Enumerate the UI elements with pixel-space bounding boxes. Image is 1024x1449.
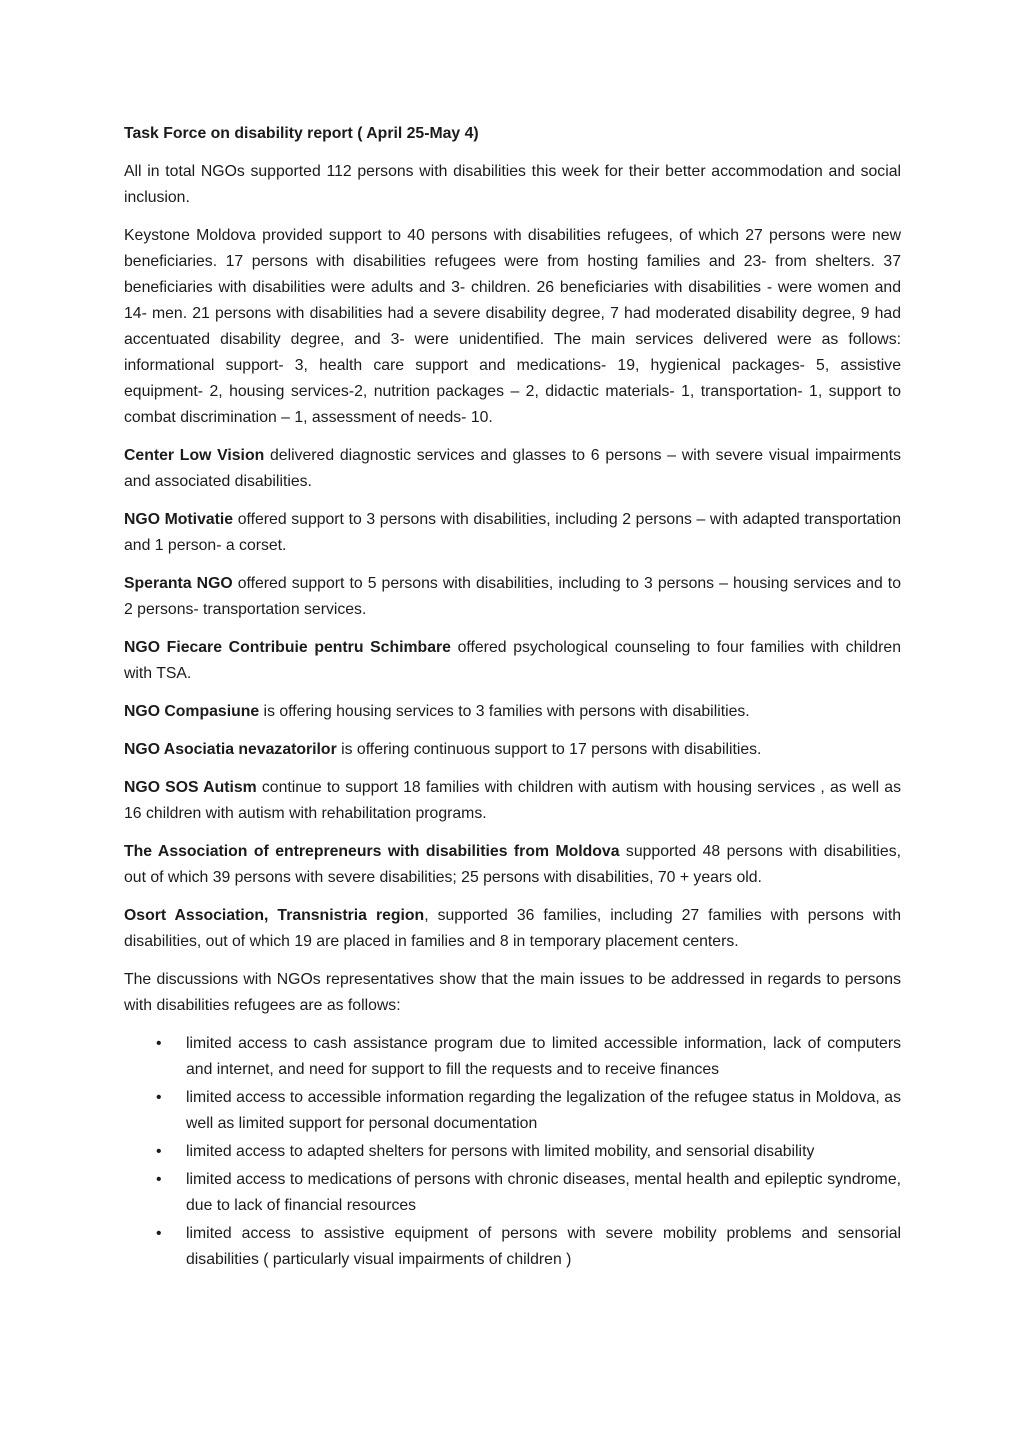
paragraph-ngo-sos-autism [124,775,901,827]
paragraph-text: is offering continuous support to 17 persons with disabilities. [336,741,762,758]
paragraph-lead-bold: Osort Association, Transnistria region [124,907,425,924]
paragraph-total-summary [124,159,901,211]
list-item-text: limited access to cash assistance program due to limited accessible information, lack of computers and internet, and need for support to fill the requests and to receive finances [186,1035,901,1078]
paragraph-lead-bold: NGO Motivatie [124,511,234,528]
paragraph-ngo-fiecare-contribuie [124,635,901,687]
paragraph-text: supported 48 persons with disabilities, out of which 39 persons with severe disabilities; 25 persons with disabilities, 70 + years old. [124,843,901,886]
list-item-medications [156,1167,901,1219]
paragraph-text: is offering housing services to 3 families with persons with disabilities. [259,703,750,720]
paragraph-ngo-asociatia-nevazatorilor [124,737,901,763]
paragraph-lead-bold: Center Low Vision [124,447,265,464]
issues-list [124,1031,901,1273]
list-item-accessible-information [156,1085,901,1137]
paragraph-ngo-motivatie [124,507,901,559]
paragraph-text: offered support to 3 persons with disabilities, including 2 persons – with adapted transportation and 1 person- a corset. [124,511,901,554]
paragraph-text: The discussions with NGOs representatives show that the main issues to be addressed in regards to persons with disabilities refugees are as follows: [124,971,901,1014]
list-item-text: limited access to adapted shelters for persons with limited mobility, and sensorial disability [186,1143,815,1160]
paragraph-text: offered psychological counseling to four families with children with TSA. [124,639,901,682]
bullet-icon: • [156,1143,162,1160]
paragraph-discussions-intro [124,967,901,1019]
paragraph-keystone-moldova [124,223,901,431]
paragraph-text: , supported 36 families, including 27 families with persons with disabilities, out of which 19 are placed in families and 8 in temporary placement centers. [124,907,901,950]
list-item-text: limited access to accessible information regarding the legalization of the refugee status in Moldova, as well as limited support for personal documentation [186,1089,901,1132]
paragraph-lead-bold: NGO Asociatia nevazatorilor [124,741,337,758]
document-title: Task Force on disability report ( April 25-May 4) [124,125,479,142]
paragraph-text: Keystone Moldova provided support to 40 persons with disabilities refugees, of which 27 persons were new beneficiaries. 17 persons with disabilities refugees were from hosting families and 23- from shelters. 37 beneficiaries with disabilities were adults and 3- children. 26 beneficiaries with disabilities - were women and 14- men. 21 persons with disabilities had a severe disability degree, 7 had moderated disability degree, 9 had accentuated disability degree, and 3- were unidentified. The main services delivered were as follows: informational support- 3, health care support and medications- 19, hygienical packages- 5, assistive equipment- 2, housing services-2, nutrition packages – 2, didactic materials- 1, transportation- 1, support to combat discrimination – 1, assessment of needs- 10. [124,227,901,426]
paragraph-lead-bold: Speranta NGO [124,575,233,592]
paragraph-lead-bold: NGO Compasiune [124,703,260,720]
list-item-assistive-equipment [156,1221,901,1273]
bullet-icon: • [156,1171,162,1188]
paragraph-text: delivered diagnostic services and glasses to 6 persons – with severe visual impairments and associated disabilities. [124,447,901,490]
list-item-text: limited access to medications of persons with chronic diseases, mental health and epileptic syndrome, due to lack of financial resources [186,1171,901,1214]
paragraph-text: All in total NGOs supported 112 persons with disabilities this week for their better accommodation and social inclusion. [124,163,901,206]
paragraph-text: continue to support 18 families with children with autism with housing services , as well as 16 children with autism with rehabilitation programs. [124,779,901,822]
paragraph-center-low-vision [124,443,901,495]
bullet-icon: • [156,1035,162,1052]
paragraph-speranta-ngo [124,571,901,623]
paragraph-lead-bold: NGO SOS Autism [124,779,257,796]
paragraph-text: offered support to 5 persons with disabilities, including to 3 persons – housing services and to 2 persons- transportation services. [124,575,901,618]
list-item-adapted-shelters [156,1139,901,1165]
list-item-cash-assistance [156,1031,901,1083]
paragraph-lead-bold: NGO Fiecare Contribuie pentru Schimbare [124,639,451,656]
paragraph-ngo-compasiune [124,699,901,725]
bullet-icon: • [156,1089,162,1106]
document-page [124,121,901,1275]
bullet-icon: • [156,1225,162,1242]
paragraph-association-entrepreneurs [124,839,901,891]
paragraph-osort-association [124,903,901,955]
list-item-text: limited access to assistive equipment of persons with severe mobility problems and sensorial disabilities ( particularly visual impairments of children ) [186,1225,901,1268]
paragraph-lead-bold: The Association of entrepreneurs with disabilities from Moldova [124,843,620,860]
